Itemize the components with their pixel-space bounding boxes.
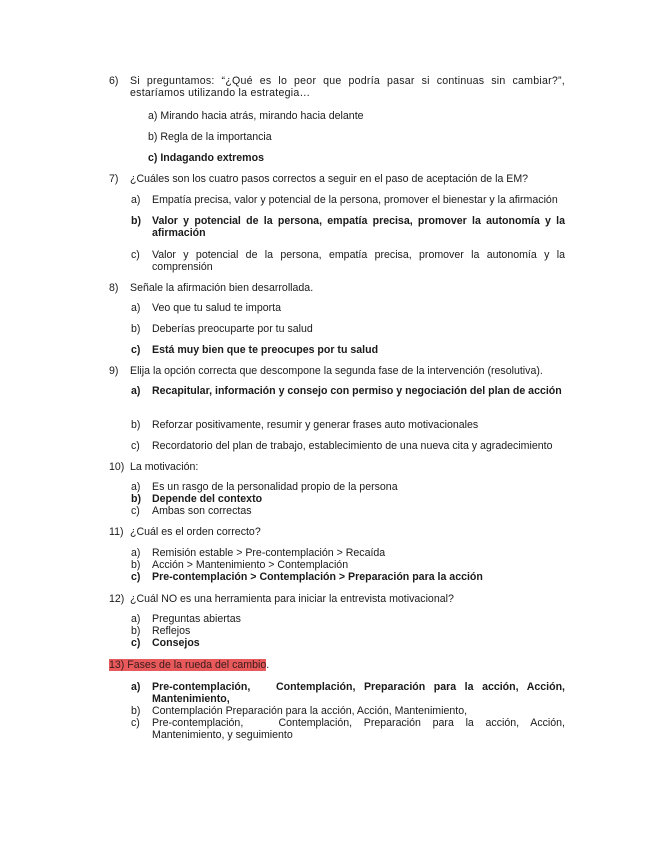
question-10: [109, 461, 565, 473]
option-text: Es un rasgo de la personalidad propio de la persona: [152, 481, 398, 493]
question-number: 12): [109, 593, 125, 605]
option-12b: [131, 625, 565, 637]
option-letter: a): [131, 613, 141, 625]
option-letter: b): [131, 559, 141, 571]
option-letter: b): [131, 419, 141, 431]
option-letter: c): [131, 717, 140, 729]
option-text: Contemplación Preparación para la acción, Acción, Mantenimiento,: [152, 705, 468, 717]
option-7a: [131, 194, 565, 206]
question-text: Si preguntamos: “¿Qué es lo peor que podría pasar si continuas sin cambiar?”, estaríamos utilizando la estrategia…: [130, 75, 565, 100]
option-11b: [131, 559, 565, 571]
option-text: Consejos: [152, 637, 200, 649]
option-text: a) Mirando hacia atrás, mirando hacia delante: [148, 110, 364, 122]
option-text: Depende del contexto: [152, 493, 263, 505]
option-text: Recapitular, información y consejo con permiso y negociación del plan de acción: [152, 385, 562, 397]
option-12a: [131, 613, 565, 625]
option-letter: c): [131, 440, 140, 452]
option-11a: [131, 547, 565, 559]
option-text: Veo que tu salud te importa: [152, 302, 281, 314]
question-text: ¿Cuál NO es una herramienta para iniciar la entrevista motivacional?: [130, 593, 454, 605]
option-text: Reforzar positivamente, resumir y generar frases auto motivacionales: [152, 419, 479, 431]
question-number: 7): [109, 173, 119, 185]
option-10a: [131, 481, 565, 493]
question-7: [109, 173, 565, 185]
question-8: [109, 282, 565, 294]
question-11: [109, 526, 565, 538]
question-13-highlight: [109, 659, 266, 671]
option-letter: b): [131, 493, 141, 505]
option-9b: [131, 419, 565, 431]
question-13: [109, 659, 565, 671]
option-text: Ambas son correctas: [152, 505, 252, 517]
question-6: [109, 75, 565, 100]
option-12c: [131, 637, 565, 649]
option-text: Está muy bien que te preocupes por tu salud: [152, 344, 379, 356]
question-number: 13): [109, 659, 125, 671]
option-letter: a): [131, 481, 141, 493]
question-number: 9): [109, 365, 119, 377]
option-13c: [131, 717, 568, 742]
option-9c: [131, 440, 565, 452]
option-letter: a): [131, 547, 141, 559]
option-letter: a): [131, 302, 141, 314]
option-letter: c): [131, 571, 141, 583]
option-text: Pre-contemplación, Contemplación, Preparación para la acción, Acción, Mantenimiento,: [152, 681, 568, 706]
option-text: Reflejos: [152, 625, 191, 637]
option-text: b) Regla de la importancia: [148, 131, 272, 143]
option-text: Empatía precisa, valor y potencial de la persona, promover el bienestar y la afirmación: [152, 194, 558, 206]
question-number: 8): [109, 282, 119, 294]
option-letter: c): [131, 249, 140, 261]
option-letter: c): [131, 637, 141, 649]
option-13a: [131, 681, 568, 706]
option-letter: c): [131, 344, 141, 356]
option-11c: [131, 571, 565, 583]
option-7c: [131, 249, 565, 274]
option-letter: a): [131, 194, 141, 206]
option-text: Valor y potencial de la persona, empatía precisa, promover la autonomía y la afirmación: [152, 215, 565, 240]
question-number: 6): [109, 75, 119, 87]
option-letter: b): [131, 625, 141, 637]
question-text: ¿Cuáles son los cuatro pasos correctos a seguir en el paso de aceptación de la EM?: [130, 173, 529, 185]
option-7b: [131, 215, 565, 240]
option-8a: [131, 302, 565, 314]
question-trail: .: [266, 659, 270, 671]
option-text: Valor y potencial de la persona, empatía precisa, promover la autonomía y la comprensión: [152, 249, 565, 274]
question-12: [109, 593, 565, 605]
question-number: 11): [109, 526, 124, 538]
question-text: Fases de la rueda del cambio: [127, 659, 267, 671]
option-text: Remisión estable > Pre-contemplación > Recaída: [152, 547, 386, 559]
option-letter: a): [131, 681, 141, 693]
option-6a: [131, 110, 565, 122]
option-text: Pre-contemplación, Contemplación, Preparación para la acción, Acción, Mantenimiento, y seguimiento: [152, 717, 568, 742]
question-text: La motivación:: [130, 461, 199, 473]
option-text: Recordatorio del plan de trabajo, establecimiento de una nueva cita y agradecimiento: [152, 440, 553, 452]
option-6c: [131, 152, 565, 164]
option-8c: [131, 344, 565, 356]
option-letter: a): [131, 385, 141, 397]
option-9a: [131, 385, 565, 397]
option-13b: [131, 705, 565, 717]
option-text: Pre-contemplación > Contemplación > Preparación para la acción: [152, 571, 483, 583]
question-text: Elija la opción correcta que descompone la segunda fase de la intervención (resolutiva).: [130, 365, 543, 377]
question-text: ¿Cuál es el orden correcto?: [130, 526, 261, 538]
option-letter: b): [131, 323, 141, 335]
option-8b: [131, 323, 565, 335]
option-6b: [131, 131, 565, 143]
option-letter: c): [131, 505, 140, 517]
question-number: 10): [109, 461, 125, 473]
question-text: Señale la afirmación bien desarrollada.: [130, 282, 314, 294]
option-letter: b): [131, 705, 141, 717]
option-letter: b): [131, 215, 141, 227]
option-text: Deberías preocuparte por tu salud: [152, 323, 313, 335]
option-text: Acción > Mantenimiento > Contemplación: [152, 559, 349, 571]
option-10c: [131, 505, 565, 517]
option-text: Preguntas abiertas: [152, 613, 241, 625]
option-10b: [131, 493, 565, 505]
question-9: [109, 365, 565, 377]
option-text: c) Indagando extremos: [148, 152, 264, 164]
